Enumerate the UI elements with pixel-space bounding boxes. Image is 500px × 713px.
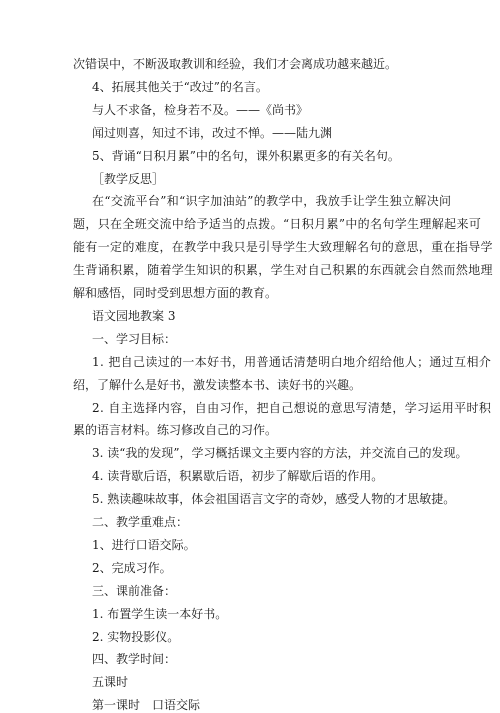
- list-item: 2. 实物投影仪。: [92, 629, 180, 644]
- list-item: 累的语言材料。练习修改自己的习作。: [73, 423, 278, 438]
- list-item: 绍，了解什么是好书，激发读整本书、读好书的兴趣。: [73, 377, 362, 392]
- section-heading: 二、教学重难点：: [92, 515, 189, 529]
- text-line: 解和感悟，同时受到思想方面的教育。: [73, 286, 278, 300]
- list-item: 5. 熟读趣味故事，体会祖国语言文字的奇妙，感受人物的才思敏捷。: [92, 492, 456, 507]
- list-item: 4. 读背歇后语，积累歇后语，初步了解歇后语的作用。: [92, 469, 384, 484]
- text-line: 能有一定的难度，在教学中我只是引导学生大致理解名句的意思，重在指导学: [73, 240, 493, 255]
- section-heading: 一、学习目标：: [92, 331, 177, 346]
- list-item: 1. 布置学生读一本好书。: [92, 606, 228, 621]
- text-line: 5、背诵“日积月累”中的名句，课外积累更多的有关名句。: [92, 148, 400, 163]
- section-heading: ［教学反思］: [92, 171, 165, 186]
- section-heading: 四、教学时间：: [92, 652, 177, 667]
- doc-title: 语文园地教案 3: [92, 308, 176, 323]
- list-item: 2. 自主选择内容，自由习作，把自己想说的意思写清楚，学习运用平时积: [92, 400, 492, 415]
- list-item: 3. 读“我的发现”，学习概括课文主要内容的方法，并交流自己的发现。: [92, 446, 468, 461]
- section-heading: 三、课前准备：: [92, 583, 177, 598]
- quote-line: 与人不求备，检身若不及。——《尚书》: [92, 102, 309, 117]
- text-line: 4、拓展其他关于“改过”的名言。: [92, 79, 268, 94]
- text-line: 题，只在全班交流中给予适当的点拨。“日积月累”中的名句学生理解起来可: [73, 217, 482, 232]
- text-line: 次错误中，不断汲取教训和经验，我们才会离成功越来越近。: [73, 57, 398, 71]
- lesson-heading: 第一课时 口语交际: [92, 698, 201, 713]
- list-item: 1、进行口语交际。: [92, 537, 196, 552]
- text-line: 在“交流平台”和“识字加油站”的教学中，我放手让学生独立解决问: [92, 194, 452, 209]
- text-line: 生背诵积累，随着学生知识的积累，学生对自己积累的东西就会自然而然地理: [73, 263, 493, 278]
- text-line: 五课时: [92, 675, 129, 690]
- quote-line: 闻过则喜，知过不讳，改过不惮。——陆九渊: [92, 125, 333, 140]
- list-item: 1. 把自己读过的一本好书，用普通话清楚明白地介绍给他人；通过互相介: [92, 354, 492, 369]
- list-item: 2、完成习作。: [92, 560, 172, 575]
